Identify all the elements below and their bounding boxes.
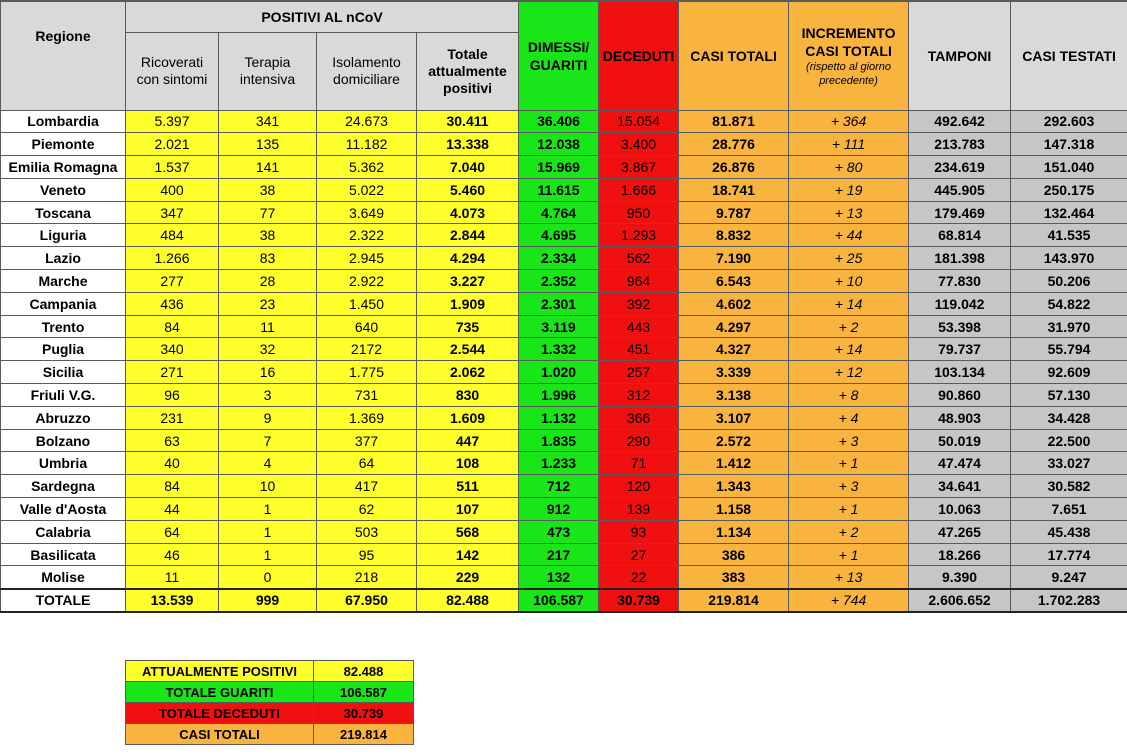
cell-deceduti: 964 <box>599 270 679 293</box>
cell-totale-positivi: 229 <box>417 566 519 589</box>
table-row <box>1 315 1127 338</box>
cell-tamponi: 18.266 <box>909 543 1011 566</box>
summary-label: TOTALE GUARITI <box>126 682 314 703</box>
cell-casi-totali: 1.343 <box>679 475 789 498</box>
header-isolamento: Isolamento domiciliare <box>317 32 417 110</box>
header-incremento-note: (rispetto al giorno precedente) <box>806 60 892 87</box>
cell-casi-testati: 22.500 <box>1011 429 1127 452</box>
cell-isolamento: 2172 <box>317 338 417 361</box>
cell-tamponi: 10.063 <box>909 498 1011 521</box>
cell-totale-positivi: 142 <box>417 543 519 566</box>
cell-ricoverati: 347 <box>126 201 219 224</box>
cell-casi-testati: 50.206 <box>1011 270 1127 293</box>
cell-regione: Puglia <box>1 338 126 361</box>
cell-terapia: 38 <box>219 178 317 201</box>
cell-tamponi: 47.265 <box>909 520 1011 543</box>
cell-casi-totali: 386 <box>679 543 789 566</box>
cell-incremento: + 13 <box>789 201 909 224</box>
summary-body <box>126 661 414 745</box>
summary-value: 219.814 <box>314 724 414 745</box>
cell-incremento: + 1 <box>789 498 909 521</box>
cell-ricoverati: 5.397 <box>126 110 219 133</box>
header-casi-totali: CASI TOTALI <box>679 1 789 110</box>
cell-casi-totali: 4.602 <box>679 292 789 315</box>
cell-terapia: 83 <box>219 247 317 270</box>
cell-dimessi: 3.119 <box>519 315 599 338</box>
cell-terapia: 77 <box>219 201 317 224</box>
cell-isolamento: 1.775 <box>317 361 417 384</box>
table-row <box>1 406 1127 429</box>
cell-casi-totali: 3.339 <box>679 361 789 384</box>
cell-tamponi: 492.642 <box>909 110 1011 133</box>
cell-casi-testati: 1.702.283 <box>1011 589 1127 612</box>
header-incremento <box>789 1 909 110</box>
cell-incremento: + 2 <box>789 315 909 338</box>
cell-deceduti: 443 <box>599 315 679 338</box>
cell-casi-testati: 33.027 <box>1011 452 1127 475</box>
cell-dimessi: 712 <box>519 475 599 498</box>
cell-dimessi: 1.332 <box>519 338 599 361</box>
cell-ricoverati: 436 <box>126 292 219 315</box>
cell-terapia: 341 <box>219 110 317 133</box>
cell-incremento: + 744 <box>789 589 909 612</box>
cell-isolamento: 2.945 <box>317 247 417 270</box>
cell-totale-positivi: 82.488 <box>417 589 519 612</box>
cell-dimessi: 15.969 <box>519 156 599 179</box>
cell-regione: Toscana <box>1 201 126 224</box>
table-row <box>1 178 1127 201</box>
cell-incremento: + 25 <box>789 247 909 270</box>
table-row <box>1 224 1127 247</box>
cell-tamponi: 2.606.652 <box>909 589 1011 612</box>
cell-casi-totali: 2.572 <box>679 429 789 452</box>
cell-terapia: 1 <box>219 498 317 521</box>
cell-casi-totali: 1.134 <box>679 520 789 543</box>
header-incremento-label: INCREMENTO CASI TOTALI <box>801 24 896 59</box>
summary-table <box>125 660 414 745</box>
cell-casi-totali: 219.814 <box>679 589 789 612</box>
cell-casi-testati: 55.794 <box>1011 338 1127 361</box>
cell-casi-totali: 1.412 <box>679 452 789 475</box>
cell-totale-positivi: 107 <box>417 498 519 521</box>
cell-incremento: + 111 <box>789 133 909 156</box>
cell-casi-totali: 1.158 <box>679 498 789 521</box>
header-terapia: Terapia intensiva <box>219 32 317 110</box>
cell-totale-positivi: 30.411 <box>417 110 519 133</box>
cell-deceduti: 451 <box>599 338 679 361</box>
cell-casi-totali: 26.876 <box>679 156 789 179</box>
cell-casi-testati: 17.774 <box>1011 543 1127 566</box>
cell-dimessi: 12.038 <box>519 133 599 156</box>
cell-casi-totali: 7.190 <box>679 247 789 270</box>
cell-terapia: 135 <box>219 133 317 156</box>
cell-dimessi: 4.695 <box>519 224 599 247</box>
cell-tamponi: 9.390 <box>909 566 1011 589</box>
cell-terapia: 9 <box>219 406 317 429</box>
cell-incremento: + 14 <box>789 338 909 361</box>
cell-totale-positivi: 2.844 <box>417 224 519 247</box>
cell-deceduti: 30.739 <box>599 589 679 612</box>
header-casi-testati: CASI TESTATI <box>1011 1 1127 110</box>
cell-regione: Calabria <box>1 520 126 543</box>
cell-tamponi: 47.474 <box>909 452 1011 475</box>
cell-deceduti: 3.400 <box>599 133 679 156</box>
cell-tamponi: 77.830 <box>909 270 1011 293</box>
table-row <box>1 338 1127 361</box>
cell-dimessi: 2.352 <box>519 270 599 293</box>
cell-ricoverati: 13.539 <box>126 589 219 612</box>
cell-ricoverati: 484 <box>126 224 219 247</box>
cell-ricoverati: 400 <box>126 178 219 201</box>
cell-incremento: + 80 <box>789 156 909 179</box>
cell-casi-testati: 151.040 <box>1011 156 1127 179</box>
cell-isolamento: 377 <box>317 429 417 452</box>
cell-casi-totali: 28.776 <box>679 133 789 156</box>
summary-value: 30.739 <box>314 703 414 724</box>
cell-regione: TOTALE <box>1 589 126 612</box>
summary-label: ATTUALMENTE POSITIVI <box>126 661 314 682</box>
cell-ricoverati: 40 <box>126 452 219 475</box>
cell-casi-testati: 45.438 <box>1011 520 1127 543</box>
cell-isolamento: 62 <box>317 498 417 521</box>
table-row <box>1 520 1127 543</box>
cell-deceduti: 1.293 <box>599 224 679 247</box>
cell-terapia: 4 <box>219 452 317 475</box>
cell-casi-testati: 250.175 <box>1011 178 1127 201</box>
cell-casi-testati: 292.603 <box>1011 110 1127 133</box>
cell-tamponi: 181.398 <box>909 247 1011 270</box>
cell-incremento: + 4 <box>789 406 909 429</box>
header-deceduti: DECEDUTI <box>599 1 679 110</box>
cell-casi-testati: 7.651 <box>1011 498 1127 521</box>
cell-totale-positivi: 4.294 <box>417 247 519 270</box>
cell-terapia: 38 <box>219 224 317 247</box>
cell-isolamento: 503 <box>317 520 417 543</box>
cell-dimessi: 1.996 <box>519 384 599 407</box>
cell-deceduti: 1.666 <box>599 178 679 201</box>
cell-casi-totali: 3.138 <box>679 384 789 407</box>
cell-deceduti: 93 <box>599 520 679 543</box>
cell-isolamento: 95 <box>317 543 417 566</box>
cell-isolamento: 417 <box>317 475 417 498</box>
cell-terapia: 11 <box>219 315 317 338</box>
cell-casi-totali: 8.832 <box>679 224 789 247</box>
cell-regione: Trento <box>1 315 126 338</box>
cell-tamponi: 79.737 <box>909 338 1011 361</box>
cell-regione: Emilia Romagna <box>1 156 126 179</box>
cell-casi-totali: 18.741 <box>679 178 789 201</box>
header-dimessi: DIMESSI/ GUARITI <box>519 1 599 110</box>
cell-ricoverati: 11 <box>126 566 219 589</box>
cell-terapia: 16 <box>219 361 317 384</box>
cell-dimessi: 4.764 <box>519 201 599 224</box>
cell-regione: Lazio <box>1 247 126 270</box>
cell-casi-testati: 41.535 <box>1011 224 1127 247</box>
cell-regione: Bolzano <box>1 429 126 452</box>
cell-regione: Marche <box>1 270 126 293</box>
cell-incremento: + 19 <box>789 178 909 201</box>
cell-incremento: + 8 <box>789 384 909 407</box>
table-row <box>1 429 1127 452</box>
cell-totale-positivi: 568 <box>417 520 519 543</box>
cell-ricoverati: 2.021 <box>126 133 219 156</box>
cell-dimessi: 912 <box>519 498 599 521</box>
summary-row <box>126 661 414 682</box>
cell-terapia: 7 <box>219 429 317 452</box>
cell-ricoverati: 271 <box>126 361 219 384</box>
cell-totale-positivi: 4.073 <box>417 201 519 224</box>
summary-row <box>126 724 414 745</box>
cell-terapia: 23 <box>219 292 317 315</box>
cell-incremento: + 12 <box>789 361 909 384</box>
cell-dimessi: 473 <box>519 520 599 543</box>
cell-tamponi: 445.905 <box>909 178 1011 201</box>
table-row <box>1 361 1127 384</box>
cell-deceduti: 290 <box>599 429 679 452</box>
table-row <box>1 201 1127 224</box>
header-tamponi: TAMPONI <box>909 1 1011 110</box>
cell-incremento: + 2 <box>789 520 909 543</box>
summary-row <box>126 682 414 703</box>
table-row <box>1 566 1127 589</box>
cell-deceduti: 71 <box>599 452 679 475</box>
cell-terapia: 141 <box>219 156 317 179</box>
cell-ricoverati: 63 <box>126 429 219 452</box>
cell-tamponi: 90.860 <box>909 384 1011 407</box>
cell-terapia: 999 <box>219 589 317 612</box>
cell-incremento: + 14 <box>789 292 909 315</box>
cell-isolamento: 731 <box>317 384 417 407</box>
cell-tamponi: 119.042 <box>909 292 1011 315</box>
cell-regione: Veneto <box>1 178 126 201</box>
cell-ricoverati: 96 <box>126 384 219 407</box>
cell-incremento: + 13 <box>789 566 909 589</box>
cell-regione: Sardegna <box>1 475 126 498</box>
cell-casi-testati: 54.822 <box>1011 292 1127 315</box>
table-row <box>1 247 1127 270</box>
cell-tamponi: 68.814 <box>909 224 1011 247</box>
cell-casi-testati: 9.247 <box>1011 566 1127 589</box>
cell-tamponi: 234.619 <box>909 156 1011 179</box>
cell-deceduti: 257 <box>599 361 679 384</box>
cell-tamponi: 213.783 <box>909 133 1011 156</box>
cell-dimessi: 1.233 <box>519 452 599 475</box>
cell-terapia: 32 <box>219 338 317 361</box>
cell-totale-positivi: 13.338 <box>417 133 519 156</box>
cell-casi-totali: 4.327 <box>679 338 789 361</box>
cell-incremento: + 3 <box>789 475 909 498</box>
summary-value: 82.488 <box>314 661 414 682</box>
header-ricoverati: Ricoverati con sintomi <box>126 32 219 110</box>
cell-regione: Valle d'Aosta <box>1 498 126 521</box>
cell-dimessi: 2.334 <box>519 247 599 270</box>
cell-isolamento: 2.922 <box>317 270 417 293</box>
cell-terapia: 0 <box>219 566 317 589</box>
cell-incremento: + 1 <box>789 543 909 566</box>
cell-totale-positivi: 3.227 <box>417 270 519 293</box>
summary-label: CASI TOTALI <box>126 724 314 745</box>
cell-dimessi: 1.020 <box>519 361 599 384</box>
cell-casi-testati: 57.130 <box>1011 384 1127 407</box>
table-row <box>1 475 1127 498</box>
cell-ricoverati: 84 <box>126 475 219 498</box>
cell-isolamento: 5.022 <box>317 178 417 201</box>
cell-isolamento: 640 <box>317 315 417 338</box>
cell-terapia: 28 <box>219 270 317 293</box>
cell-isolamento: 24.673 <box>317 110 417 133</box>
cell-ricoverati: 84 <box>126 315 219 338</box>
header-positivi-group: POSITIVI AL nCoV <box>126 1 519 32</box>
cell-dimessi: 1.132 <box>519 406 599 429</box>
table-row <box>1 384 1127 407</box>
cell-totale-positivi: 735 <box>417 315 519 338</box>
table-row <box>1 452 1127 475</box>
cell-ricoverati: 340 <box>126 338 219 361</box>
cell-isolamento: 1.369 <box>317 406 417 429</box>
cell-deceduti: 120 <box>599 475 679 498</box>
cell-isolamento: 5.362 <box>317 156 417 179</box>
cell-terapia: 1 <box>219 520 317 543</box>
cell-incremento: + 364 <box>789 110 909 133</box>
cell-regione: Abruzzo <box>1 406 126 429</box>
cell-dimessi: 217 <box>519 543 599 566</box>
cell-casi-testati: 147.318 <box>1011 133 1127 156</box>
cell-casi-testati: 34.428 <box>1011 406 1127 429</box>
cell-totale-positivi: 447 <box>417 429 519 452</box>
cell-isolamento: 11.182 <box>317 133 417 156</box>
table-row <box>1 270 1127 293</box>
table-row <box>1 133 1127 156</box>
cell-deceduti: 562 <box>599 247 679 270</box>
cell-regione: Lombardia <box>1 110 126 133</box>
cell-regione: Molise <box>1 566 126 589</box>
cell-deceduti: 22 <box>599 566 679 589</box>
cell-totale-positivi: 511 <box>417 475 519 498</box>
cell-dimessi: 11.615 <box>519 178 599 201</box>
cell-incremento: + 44 <box>789 224 909 247</box>
table-row <box>1 498 1127 521</box>
cell-tamponi: 34.641 <box>909 475 1011 498</box>
cell-dimessi: 106.587 <box>519 589 599 612</box>
cell-casi-totali: 3.107 <box>679 406 789 429</box>
cell-casi-testati: 92.609 <box>1011 361 1127 384</box>
cell-totale-positivi: 2.062 <box>417 361 519 384</box>
cell-incremento: + 3 <box>789 429 909 452</box>
cell-ricoverati: 44 <box>126 498 219 521</box>
table-row <box>1 543 1127 566</box>
cell-totale-positivi: 108 <box>417 452 519 475</box>
cell-totale-positivi: 1.909 <box>417 292 519 315</box>
cell-deceduti: 139 <box>599 498 679 521</box>
cell-deceduti: 27 <box>599 543 679 566</box>
cell-casi-testati: 30.582 <box>1011 475 1127 498</box>
cell-casi-totali: 4.297 <box>679 315 789 338</box>
cell-terapia: 3 <box>219 384 317 407</box>
cell-isolamento: 64 <box>317 452 417 475</box>
cell-ricoverati: 1.266 <box>126 247 219 270</box>
cell-casi-testati: 143.970 <box>1011 247 1127 270</box>
cell-deceduti: 15.054 <box>599 110 679 133</box>
cell-tamponi: 50.019 <box>909 429 1011 452</box>
cell-deceduti: 950 <box>599 201 679 224</box>
cell-isolamento: 218 <box>317 566 417 589</box>
total-row <box>1 589 1127 612</box>
cell-incremento: + 1 <box>789 452 909 475</box>
header-totale-positivi: Totale attualmente positivi <box>417 32 519 110</box>
cell-totale-positivi: 7.040 <box>417 156 519 179</box>
summary-row <box>126 703 414 724</box>
cell-isolamento: 67.950 <box>317 589 417 612</box>
table-row <box>1 292 1127 315</box>
cell-regione: Friuli V.G. <box>1 384 126 407</box>
cell-dimessi: 36.406 <box>519 110 599 133</box>
cell-ricoverati: 46 <box>126 543 219 566</box>
cell-deceduti: 3.867 <box>599 156 679 179</box>
summary-label: TOTALE DECEDUTI <box>126 703 314 724</box>
cell-casi-totali: 9.787 <box>679 201 789 224</box>
cell-regione: Umbria <box>1 452 126 475</box>
cell-tamponi: 53.398 <box>909 315 1011 338</box>
cell-deceduti: 312 <box>599 384 679 407</box>
cell-isolamento: 1.450 <box>317 292 417 315</box>
table-row <box>1 110 1127 133</box>
cell-casi-testati: 132.464 <box>1011 201 1127 224</box>
cell-totale-positivi: 2.544 <box>417 338 519 361</box>
cell-regione: Sicilia <box>1 361 126 384</box>
cell-tamponi: 103.134 <box>909 361 1011 384</box>
header-regione: Regione <box>1 1 126 110</box>
cell-totale-positivi: 1.609 <box>417 406 519 429</box>
cell-casi-testati: 31.970 <box>1011 315 1127 338</box>
cell-regione: Piemonte <box>1 133 126 156</box>
cell-tamponi: 48.903 <box>909 406 1011 429</box>
cell-terapia: 1 <box>219 543 317 566</box>
cell-ricoverati: 231 <box>126 406 219 429</box>
cell-casi-totali: 6.543 <box>679 270 789 293</box>
cell-totale-positivi: 830 <box>417 384 519 407</box>
cell-deceduti: 366 <box>599 406 679 429</box>
cell-ricoverati: 277 <box>126 270 219 293</box>
cell-tamponi: 179.469 <box>909 201 1011 224</box>
cell-casi-totali: 383 <box>679 566 789 589</box>
table-header <box>1 1 1127 110</box>
table-row <box>1 156 1127 179</box>
cell-isolamento: 2.322 <box>317 224 417 247</box>
cell-ricoverati: 64 <box>126 520 219 543</box>
cell-dimessi: 1.835 <box>519 429 599 452</box>
cell-incremento: + 10 <box>789 270 909 293</box>
cell-totale-positivi: 5.460 <box>417 178 519 201</box>
cell-dimessi: 132 <box>519 566 599 589</box>
cell-terapia: 10 <box>219 475 317 498</box>
cell-dimessi: 2.301 <box>519 292 599 315</box>
cell-regione: Liguria <box>1 224 126 247</box>
cell-casi-totali: 81.871 <box>679 110 789 133</box>
table-body <box>1 110 1127 612</box>
cell-regione: Campania <box>1 292 126 315</box>
summary-value: 106.587 <box>314 682 414 703</box>
cell-ricoverati: 1.537 <box>126 156 219 179</box>
cell-isolamento: 3.649 <box>317 201 417 224</box>
cell-regione: Basilicata <box>1 543 126 566</box>
cell-deceduti: 392 <box>599 292 679 315</box>
